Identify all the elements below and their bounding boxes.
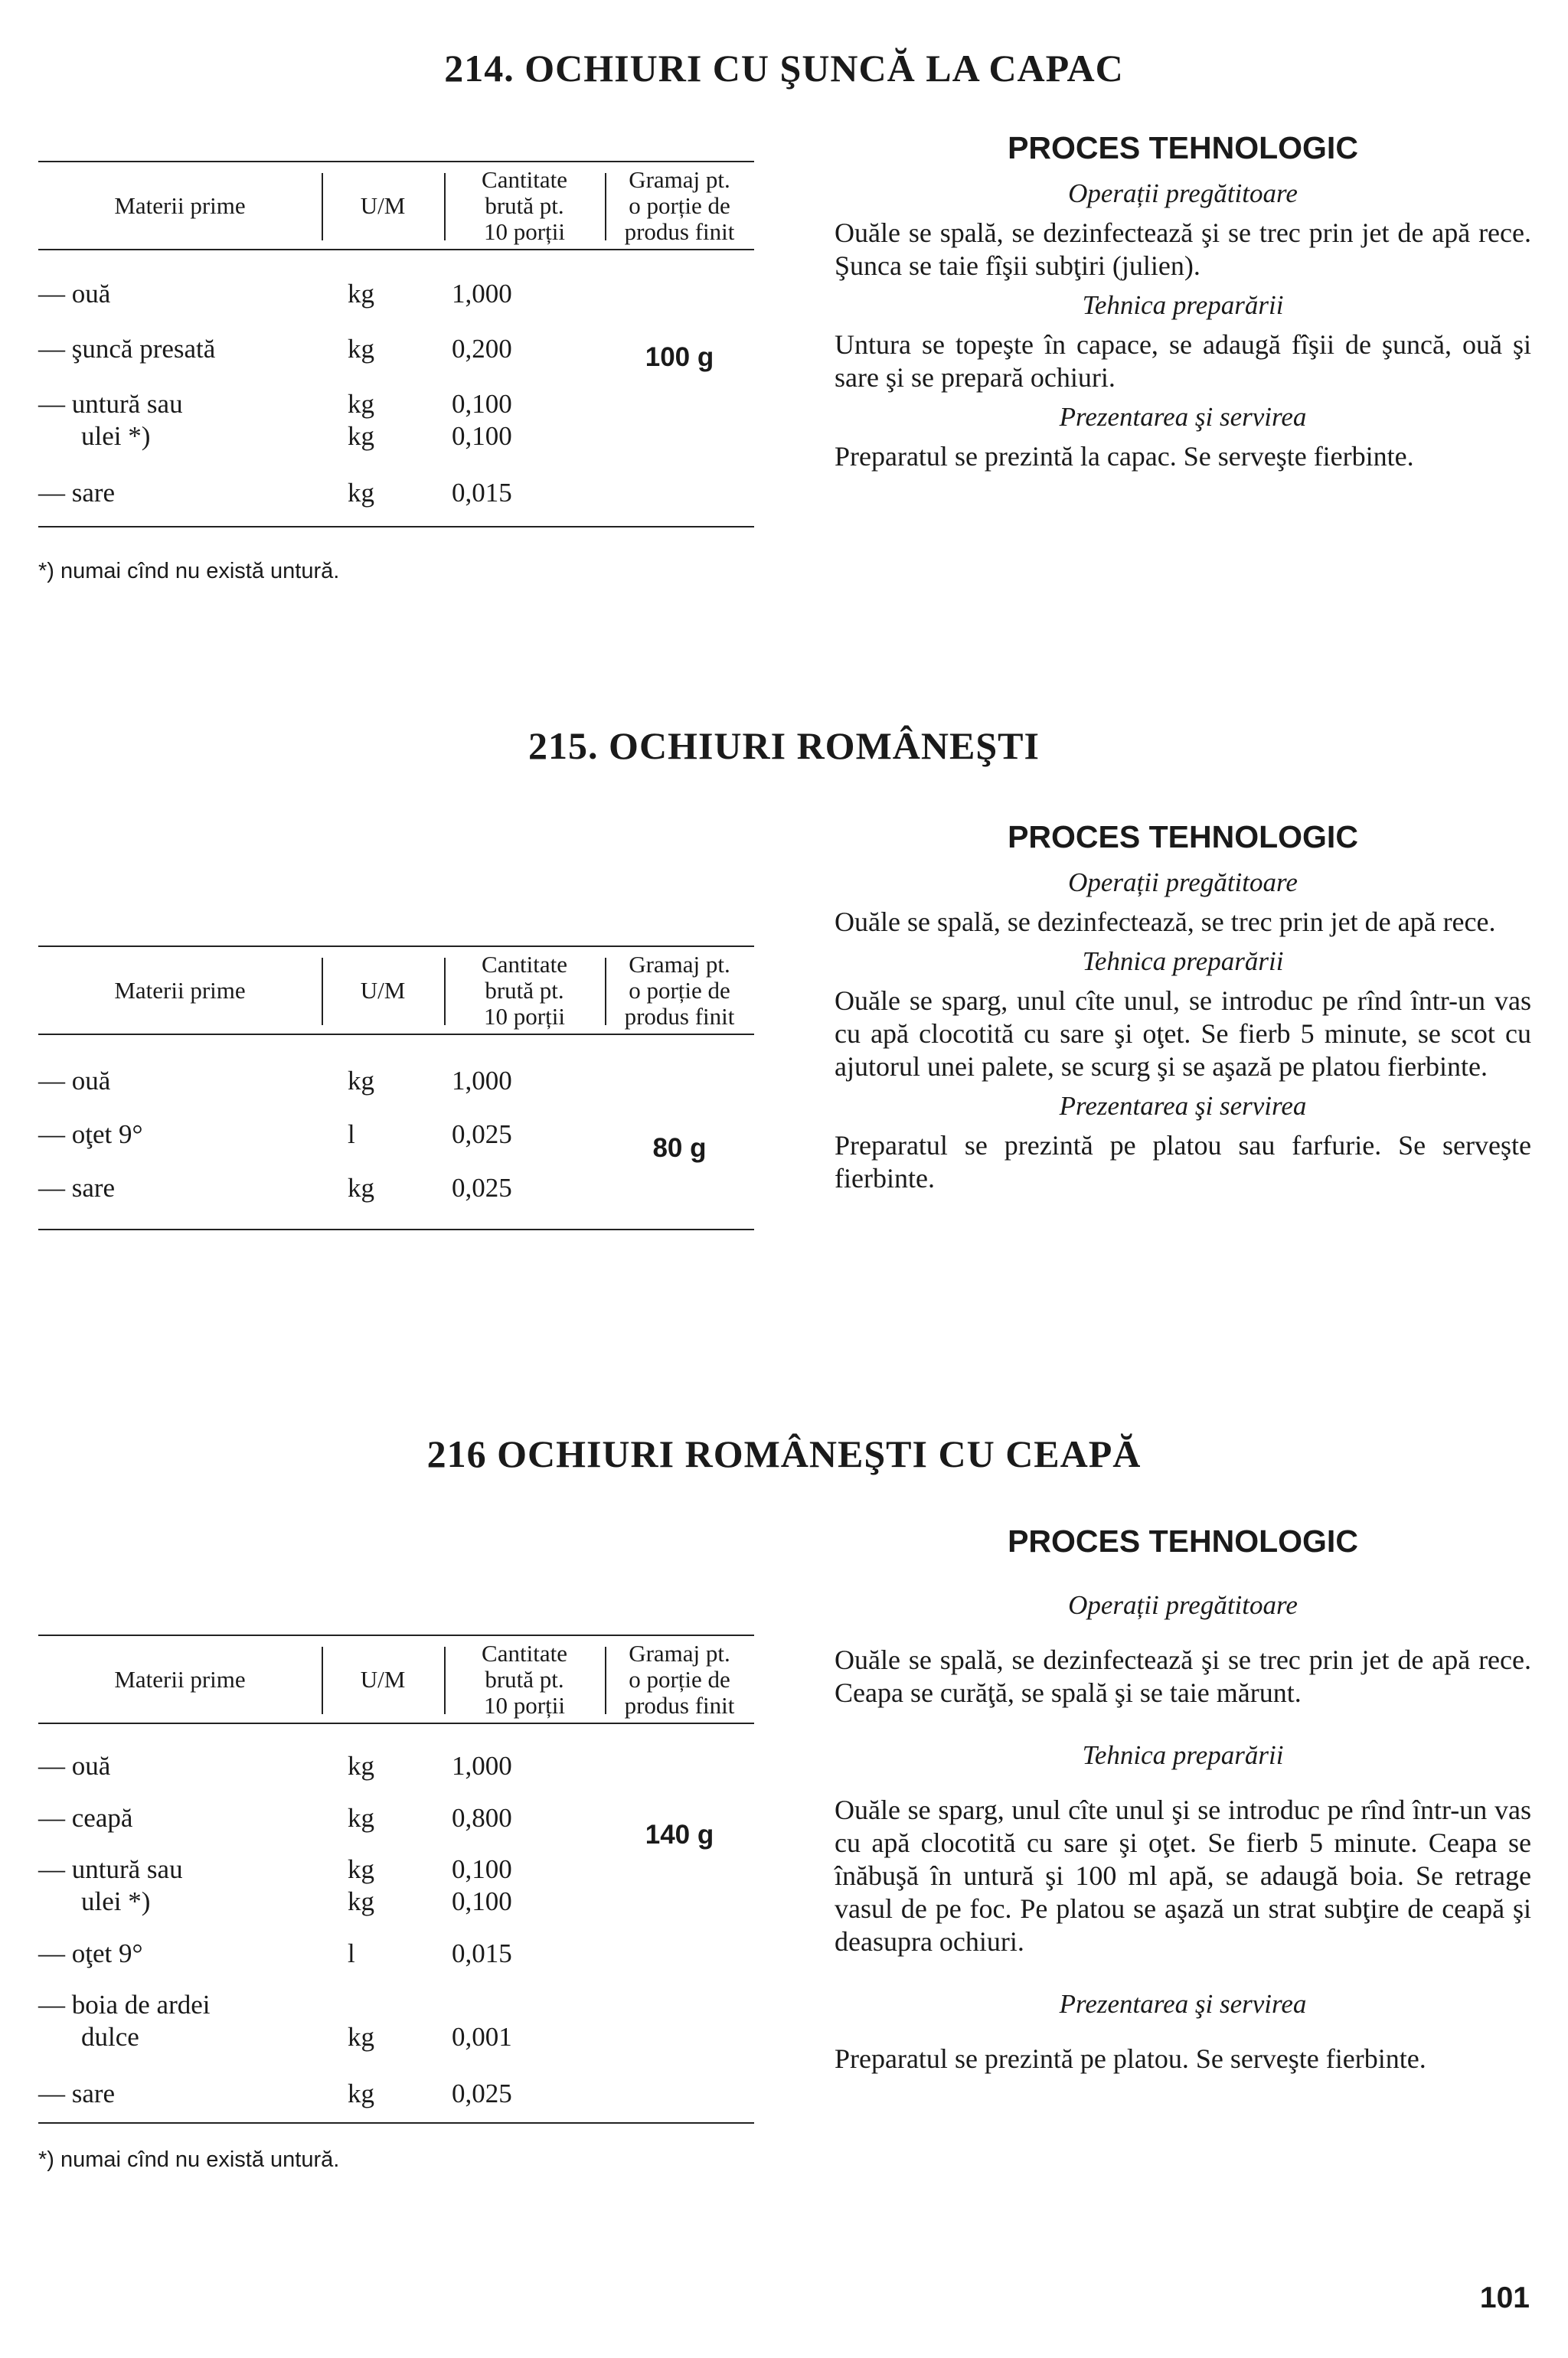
section-text: Ouăle se spală, se dezinfectează şi se trec prin jet de apă rece. Ceapa se curăţă, se spală şi se taie mărunt. [835,1644,1531,1708]
section-text: Untura se topeşte în capace, se adaugă fîşii de şuncă, ouă şi sare şi se prepară ochiuri. [835,329,1531,393]
section-text: Ouăle se spală, se dezinfectează şi se trec prin jet de apă rece. Şunca se taie fîşii subţiri (julien). [835,217,1531,281]
header-materii: Materii prime [114,191,246,219]
footnote: *) numai cînd nu există untură. [38,559,340,583]
process-title: PROCES TEHNOLOGIC [1008,1524,1358,1559]
ingredients-table: Materii prime U/M Cantitate brută pt. 10 porții Gramaj pt. o porție de produs finit — ouă kg 1,000 — ceapă kg 0,800 — untură sau kg 0,100 ulei *) kg 0,100 — oţet 9° l 0,015 — boia de ardei dulce kg 0,001 — sare kg 0,025 140 g [38,1635,754,2111]
page-number: 101 [1479,2281,1530,2314]
section-heading: Tehnica preparării [1082,1740,1284,1770]
section-text: Ouăle se spală, se dezinfectează, se trec prin jet de apă rece. [835,906,1496,937]
header-um: U/M [360,1665,406,1693]
section-text: Preparatul se prezintă pe platou. Se serveşte fierbinte. [835,2043,1426,2074]
recipe-title: 215. OCHIURI ROMÂNEŞTI [528,724,1040,767]
process-title: PROCES TEHNOLOGIC [1008,819,1358,854]
header-materii: Materii prime [114,1665,246,1693]
section-text: Ouăle se sparg, unul cîte unul, se introduc pe rînd într-un vas cu apă clocotită cu sare şi oţet. Se fierb 5 minute, se scot cu ajutorul unei palete, se scurg şi se aşază pe platou fierbinte. [835,985,1531,1082]
recipe-title: 214. OCHIURI CU ŞUNCĂ LA CAPAC [444,47,1124,90]
section-text: Preparatul se prezintă pe platou sau farfurie. Se serveşte fierbinte. [835,1130,1531,1194]
section-heading: Prezentarea şi servirea [1059,1989,1307,2019]
header-materii: Materii prime [114,976,246,1004]
header-cantitate: Cantitate brută pt. 10 porții [482,1639,567,1719]
ingredients-table: Materii prime U/M Cantitate brută pt. 10 porții Gramaj pt. o porție de produs finit — ouă kg 1,000 — oţet 9° l 0,025 — sare kg 0,025 80 g [38,945,754,1230]
table-header [38,1636,754,1724]
section-heading: Operații pregătitoare [1068,178,1298,208]
section-heading: Prezentarea şi servirea [1059,402,1307,432]
process-title: PROCES TEHNOLOGIC [1008,130,1358,165]
table-header [38,162,754,250]
process-section [835,1524,1531,2083]
header-um: U/M [360,191,406,219]
header-gramaj: Gramaj pt. o porție de produs finit [624,165,735,245]
footnote: *) numai cînd nu există untură. [38,2147,340,2172]
gramaj-value: 140 g [645,1820,714,1850]
gramaj-value: 100 g [645,342,714,372]
gramaj-value: 80 g [652,1133,707,1163]
section-heading: Operații pregătitoare [1068,1590,1298,1620]
table-header [38,947,754,1035]
section-text: Ouăle se sparg, unul cîte unul şi se introduc pe rînd într-un vas cu apă clocotită cu sare şi oţet. Se fierb 5 minute. Ceapa se înăbuşă în untură şi 100 ml apă, se adaugă boia. Se retrage vasul de pe foc. Pe platou se aşază un strat subţire de ceapă şi deasupra ochiuri. [835,1795,1531,1957]
header-gramaj: Gramaj pt. o porție de produs finit [624,1639,735,1719]
section-heading: Operații pregătitoare [1068,867,1298,897]
ingredients-table: Materii prime U/M Cantitate brută pt. 10 porții Gramaj pt. o porție de produs finit — ouă kg 1,000 — şuncă presată kg 0,200 — untură sau kg 0,100 ulei *) kg 0,100 — sare kg 0,015 100 g [38,161,754,527]
process-section [835,130,1531,481]
process-section [835,819,1531,1203]
header-um: U/M [360,976,406,1004]
section-heading: Tehnica preparării [1082,946,1284,976]
header-cantitate: Cantitate brută pt. 10 porții [482,950,567,1030]
section-heading: Prezentarea şi servirea [1059,1091,1307,1121]
section-heading: Tehnica preparării [1082,290,1284,320]
section-text: Preparatul se prezintă la capac. Se serveşte fierbinte. [835,441,1414,472]
recipe-title: 216 OCHIURI ROMÂNEŞTI CU CEAPĂ [426,1432,1142,1475]
header-cantitate: Cantitate brută pt. 10 porții [482,165,567,245]
header-gramaj: Gramaj pt. o porție de produs finit [624,950,735,1030]
